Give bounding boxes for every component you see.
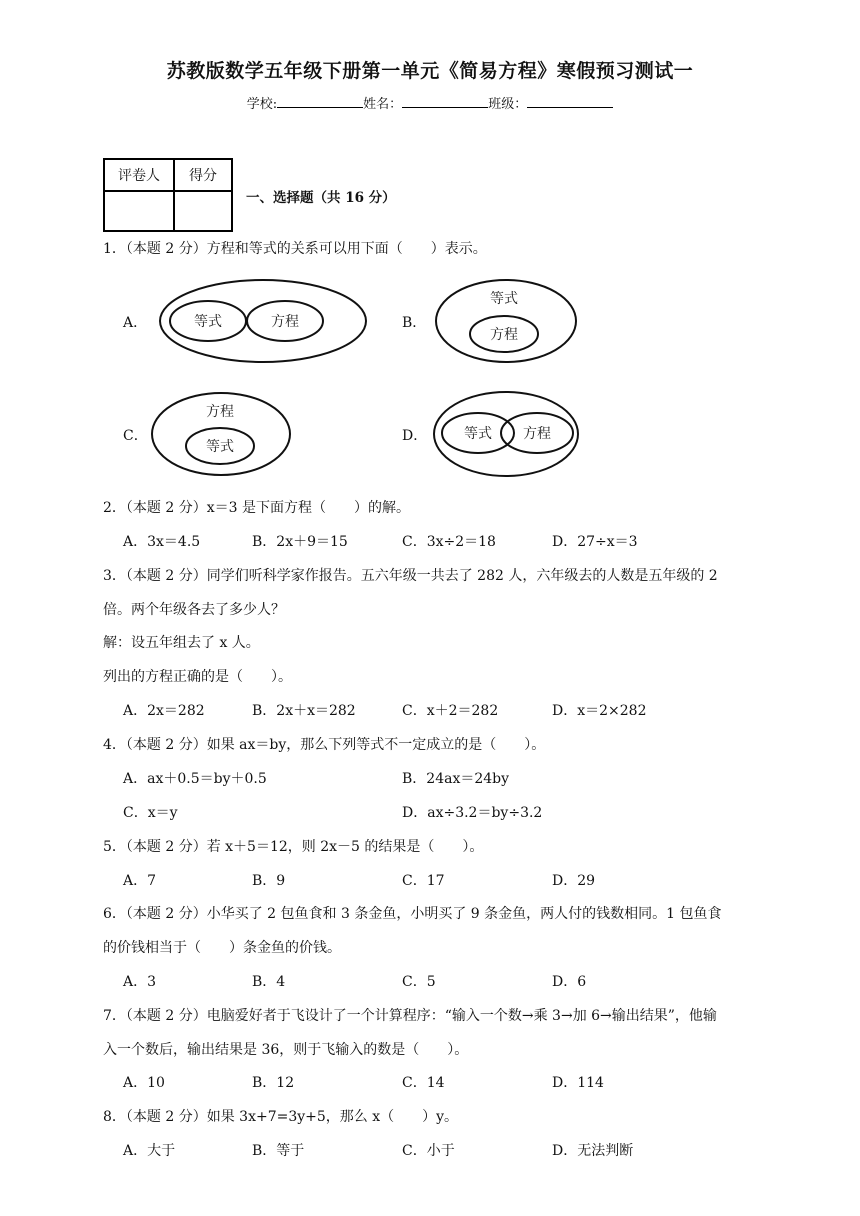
q3-option-c[interactable]: C．x＋2＝282 (402, 703, 499, 719)
q3-option-d[interactable]: D．x＝2×282 (552, 703, 647, 719)
name-blank[interactable] (402, 95, 488, 108)
score-table (103, 158, 233, 232)
q8-option-d[interactable]: D．无法判断 (552, 1143, 634, 1159)
q1-d-outer-ellipse (434, 392, 578, 476)
q1-c-inner-label: 等式 (206, 439, 234, 455)
q1-d-right-label: 方程 (523, 426, 551, 442)
q1-option-c-label[interactable]: C． (123, 428, 148, 444)
q4-option-a[interactable]: A．ax＋0.5＝by＋0.5 (123, 771, 267, 787)
q7-option-b[interactable]: B．12 (252, 1075, 295, 1091)
q1-diagram-c (150, 391, 292, 477)
q4-option-d[interactable]: D．ax÷3.2＝by÷3.2 (402, 805, 543, 821)
q2-option-a[interactable]: A．3x＝4.5 (123, 534, 201, 550)
question-6-text-line-1: 6．（本题 2 分）小华买了 2 包鱼食和 3 条金鱼，小明买了 9 条金鱼，两人付的钱数相同。1 包鱼食 (103, 906, 722, 922)
reviewer-cell[interactable] (104, 191, 174, 231)
question-5-text: 5．（本题 2 分）若 x＋5＝12，则 2x－5 的结果是（ ）。 (103, 839, 484, 855)
q1-d-left-label: 等式 (464, 426, 492, 442)
question-7-text-line-1: 7．（本题 2 分）电脑爱好者于飞设计了一个计算程序：“输入一个数→乘 3→加 6→输出结果”，他输 (103, 1008, 717, 1024)
q8-option-c[interactable]: C．小于 (402, 1143, 455, 1159)
q5-option-c[interactable]: C．17 (402, 873, 445, 889)
q1-option-a-label[interactable]: A． (123, 315, 148, 331)
question-3-text-line-2: 倍。两个年级各去了多少人？ (103, 602, 285, 618)
q1-c-outer-label: 方程 (206, 404, 234, 420)
school-label: 学校: (246, 97, 278, 112)
q1-b-inner-label: 方程 (490, 327, 518, 343)
question-4-text: 4．（本题 2 分）如果 ax＝by，那么下列等式不一定成立的是（ ）。 (103, 737, 546, 753)
class-label: 班级： (488, 97, 528, 112)
q1-diagram-b (434, 278, 578, 364)
question-3-text-line-4: 列出的方程正确的是（ ）。 (103, 669, 292, 685)
q3-option-b[interactable]: B．2x＋x＝282 (252, 703, 356, 719)
q5-option-b[interactable]: B．9 (252, 873, 286, 889)
q6-option-a[interactable]: A．3 (123, 974, 157, 990)
q2-option-c[interactable]: C．3x÷2＝18 (402, 534, 496, 550)
q8-option-a[interactable]: A．大于 (123, 1143, 176, 1159)
q1-option-b-label[interactable]: B． (402, 315, 427, 331)
q1-option-d-label[interactable]: D． (402, 428, 428, 444)
q6-option-d[interactable]: D．6 (552, 974, 587, 990)
class-blank[interactable] (527, 95, 613, 108)
q6-option-c[interactable]: C．5 (402, 974, 436, 990)
q1-a-right-label: 方程 (271, 314, 299, 330)
page-title: 苏教版数学五年级下册第一单元《简易方程》寒假预习测试一 (166, 60, 694, 82)
score-header: 得分 (174, 159, 232, 191)
student-info-line (0, 93, 860, 112)
q1-a-outer-ellipse (160, 280, 366, 362)
q2-option-d[interactable]: D．27÷x＝3 (552, 534, 638, 550)
q1-b-outer-label: 等式 (490, 291, 518, 307)
name-label: 姓名： (363, 97, 403, 112)
score-cell[interactable] (174, 191, 232, 231)
q7-option-d[interactable]: D．114 (552, 1075, 604, 1091)
q7-option-c[interactable]: C．14 (402, 1075, 445, 1091)
q1-diagram-a (158, 278, 368, 364)
q5-option-d[interactable]: D．29 (552, 873, 596, 889)
question-7-text-line-2: 入一个数后，输出结果是 36，则于飞输入的数是（ ）。 (103, 1042, 469, 1058)
question-8-text: 8．（本题 2 分）如果 3x+7=3y+5，那么 x（ ）y。 (103, 1109, 459, 1125)
reviewer-header: 评卷人 (104, 159, 174, 191)
section-heading: 一、选择题（共 16 分） (246, 190, 396, 206)
q4-option-c[interactable]: C．x＝y (123, 805, 178, 821)
question-6-text-line-2: 的价钱相当于（ ）条金鱼的价钱。 (103, 940, 341, 956)
q7-option-a[interactable]: A．10 (123, 1075, 165, 1091)
q6-option-b[interactable]: B．4 (252, 974, 286, 990)
q5-option-a[interactable]: A．7 (123, 873, 157, 889)
q8-option-b[interactable]: B．等于 (252, 1143, 305, 1159)
question-1-text: 1．（本题 2 分）方程和等式的关系可以用下面（ ）表示。 (103, 241, 487, 257)
school-blank[interactable] (277, 95, 363, 108)
q1-a-left-label: 等式 (194, 314, 222, 330)
question-3-text-line-3: 解：设五年组去了 x 人。 (103, 635, 260, 651)
q4-option-b[interactable]: B．24ax＝24by (402, 771, 510, 787)
question-3-text-line-1: 3．（本题 2 分）同学们听科学家作报告。五六年级一共去了 282 人，六年级去的人数是五年级的 2 (103, 568, 718, 584)
q3-option-a[interactable]: A．2x＝282 (123, 703, 205, 719)
question-2-text: 2．（本题 2 分）x＝3 是下面方程（ ）的解。 (103, 500, 410, 516)
q2-option-b[interactable]: B．2x＋9＝15 (252, 534, 348, 550)
q1-diagram-d (432, 390, 580, 478)
